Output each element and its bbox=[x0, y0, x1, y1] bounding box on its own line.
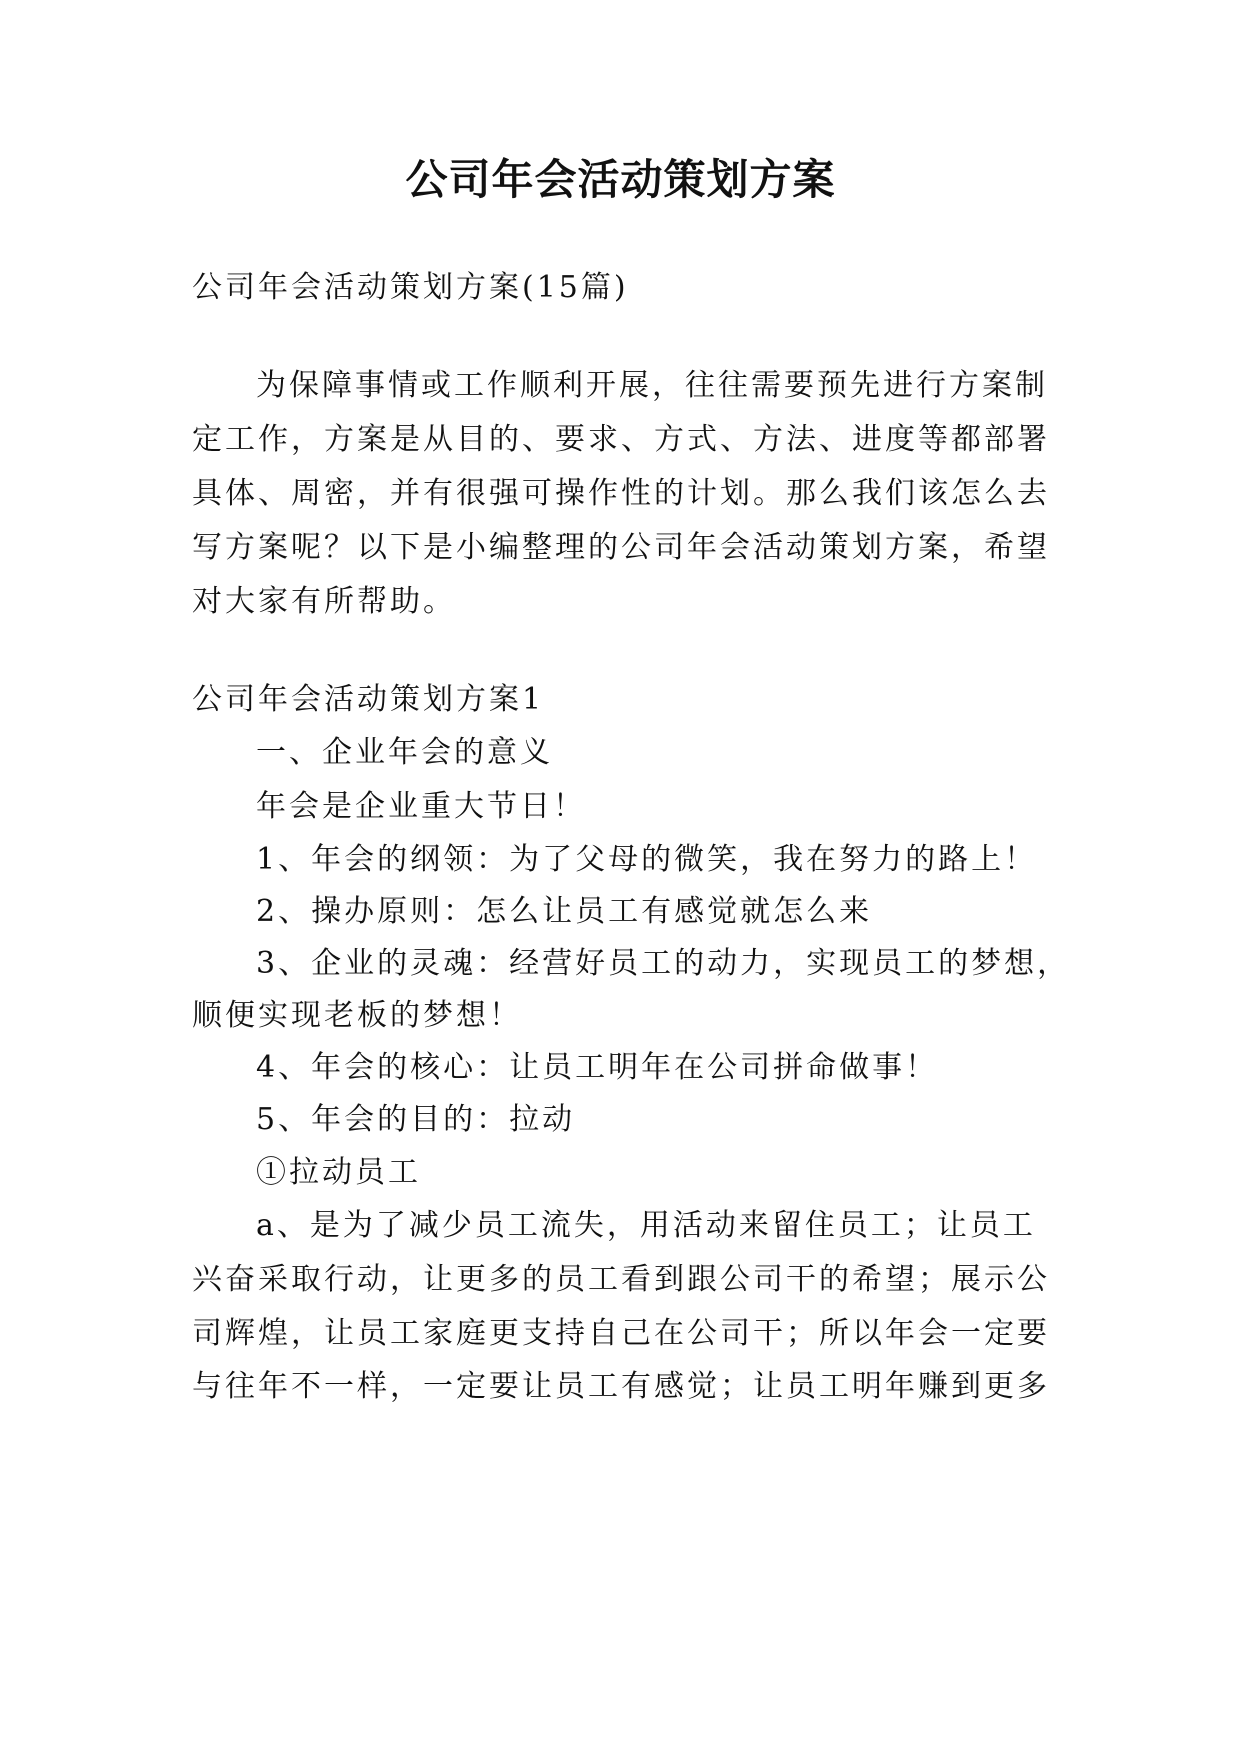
body-line: 4、年会的核心：让员工明年在公司拼命做事！ bbox=[256, 1050, 939, 1085]
intro-line: 为保障事情或工作顺利开展，往往需要预先进行方案制 bbox=[256, 368, 1048, 403]
body-line: 顺便实现老板的梦想！ bbox=[192, 998, 522, 1033]
body-line: 2、操办原则：怎么让员工有感觉就怎么来 bbox=[256, 894, 873, 929]
intro-line: 定工作，方案是从目的、要求、方式、方法、进度等都部署 bbox=[192, 422, 1050, 457]
body-line: 1、年会的纲领：为了父母的微笑，我在努力的路上！ bbox=[256, 842, 1038, 877]
intro-line: 写方案呢？以下是小编整理的公司年会活动策划方案，希望 bbox=[192, 530, 1050, 565]
body-line: 与往年不一样，一定要让员工有感觉；让员工明年赚到更多 bbox=[192, 1369, 1050, 1404]
intro-line: 具体、周密，并有很强可操作性的计划。那么我们该怎么去 bbox=[192, 476, 1050, 511]
body-line: 年会是企业重大节日！ bbox=[256, 789, 586, 824]
body-line: a、是为了减少员工流失，用活动来留住员工；让员工 bbox=[256, 1208, 1036, 1243]
body-line: 兴奋采取行动，让更多的员工看到跟公司干的希望；展示公 bbox=[192, 1262, 1050, 1297]
intro-line: 对大家有所帮助。 bbox=[192, 584, 456, 619]
document-title: 公司年会活动策划方案 bbox=[405, 155, 836, 204]
body-line: 一、企业年会的意义 bbox=[256, 735, 553, 770]
body-line: 3、企业的灵魂：经营好员工的动力，实现员工的梦想， bbox=[256, 946, 1071, 981]
document-subtitle: 公司年会活动策划方案(15篇) bbox=[192, 270, 629, 305]
body-line: 5、年会的目的：拉动 bbox=[256, 1102, 576, 1137]
body-line: ①拉动员工 bbox=[256, 1155, 421, 1190]
section-heading: 公司年会活动策划方案1 bbox=[192, 682, 545, 717]
body-line: 司辉煌，让员工家庭更支持自己在公司干；所以年会一定要 bbox=[192, 1316, 1050, 1351]
